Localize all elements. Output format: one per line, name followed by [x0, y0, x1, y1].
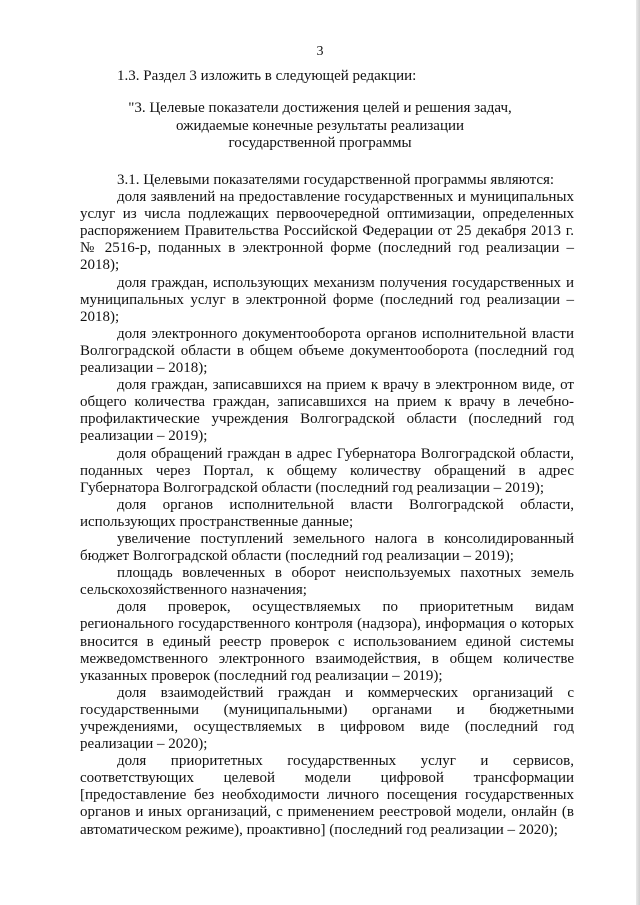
indicator-paragraph: доля электронного документооборота органов исполнительной власти Волгоградской области в общем объеме документооборота (последний год реализации – 2018); — [80, 325, 574, 377]
section-title-line: "3. Целевые показатели достижения целей и решения задач, — [128, 100, 512, 116]
indicator-paragraph: доля приоритетных государственных услуг и сервисов, соответствующих целевой модели цифровой трансформации [предоставление без необходимости личного посещения государственных органов и иных организаций, с применением реестровой модели, онлайн (в автоматическом режиме), проактивно] (последний год реализации – 2020); — [80, 753, 574, 838]
indicator-paragraph: доля обращений граждан в адрес Губернатора Волгоградской области, поданных через Портал, к общему количеству обращений в адрес Губернатора Волгоградской области (последний год реализации – 2019); — [80, 445, 574, 496]
section-title-line: ожидаемые конечные результаты реализации — [175, 117, 465, 134]
section-title — [0, 100, 640, 153]
indicator-paragraph: доля органов исполнительной власти Волгоградской области, использующих пространственные данные; — [80, 496, 574, 530]
indicator-paragraph: доля граждан, использующих механизм получения государственных и муниципальных услуг в электронной форме (последний год реализации – 2018); — [80, 274, 574, 325]
indicator-paragraph: площадь вовлеченных в оборот неиспользуемых пахотных земель сельскохозяйственного назначения; — [80, 565, 574, 599]
indicator-paragraph: увеличение поступлений земельного налога в консолидированный бюджет Волгоградской области (последний год реализации – 2019); — [80, 530, 574, 565]
body-text — [80, 172, 574, 839]
indicator-paragraph: доля граждан, записавшихся на прием к врачу в электронном виде, от общего количества граждан, записавшихся на прием к врачу в лечебно-профилактические учреждения Волгоградской области (последний год реализации – 2019); — [80, 377, 574, 445]
indicator-paragraph: доля проверок, осуществляемых по приоритетным видам регионального государственного контроля (надзора), информация о которых вносится в единый реестр проверок с использованием единой системы межведомственного электронного взаимодействия, в общем количестве указанных проверок (последний год реализации – 2019); — [80, 599, 574, 684]
paragraph-lead: 3.1. Целевыми показателями государственной программы являются: — [117, 172, 555, 188]
page-number: 3 — [316, 44, 324, 59]
indicator-paragraph: доля взаимодействий граждан и коммерческих организаций с государственными (муниципальными) органами и бюджетными учреждениями, осуществляемых в цифровом виде (последний год реализации – 2020); — [80, 684, 574, 753]
indicator-paragraph: доля заявлений на предоставление государственных и муниципальных услуг из числа подлежащих первоочередной оптимизации, определенных распоряжением Правительства Российской Федерации от 25 декабря 2013 г. № 2516-р, поданных в электронной форме (последний год реализации – 2018); — [80, 189, 574, 274]
section-intro: 1.3. Раздел 3 изложить в следующей редакции: — [117, 68, 417, 84]
section-title-line: государственной программы — [228, 135, 412, 151]
